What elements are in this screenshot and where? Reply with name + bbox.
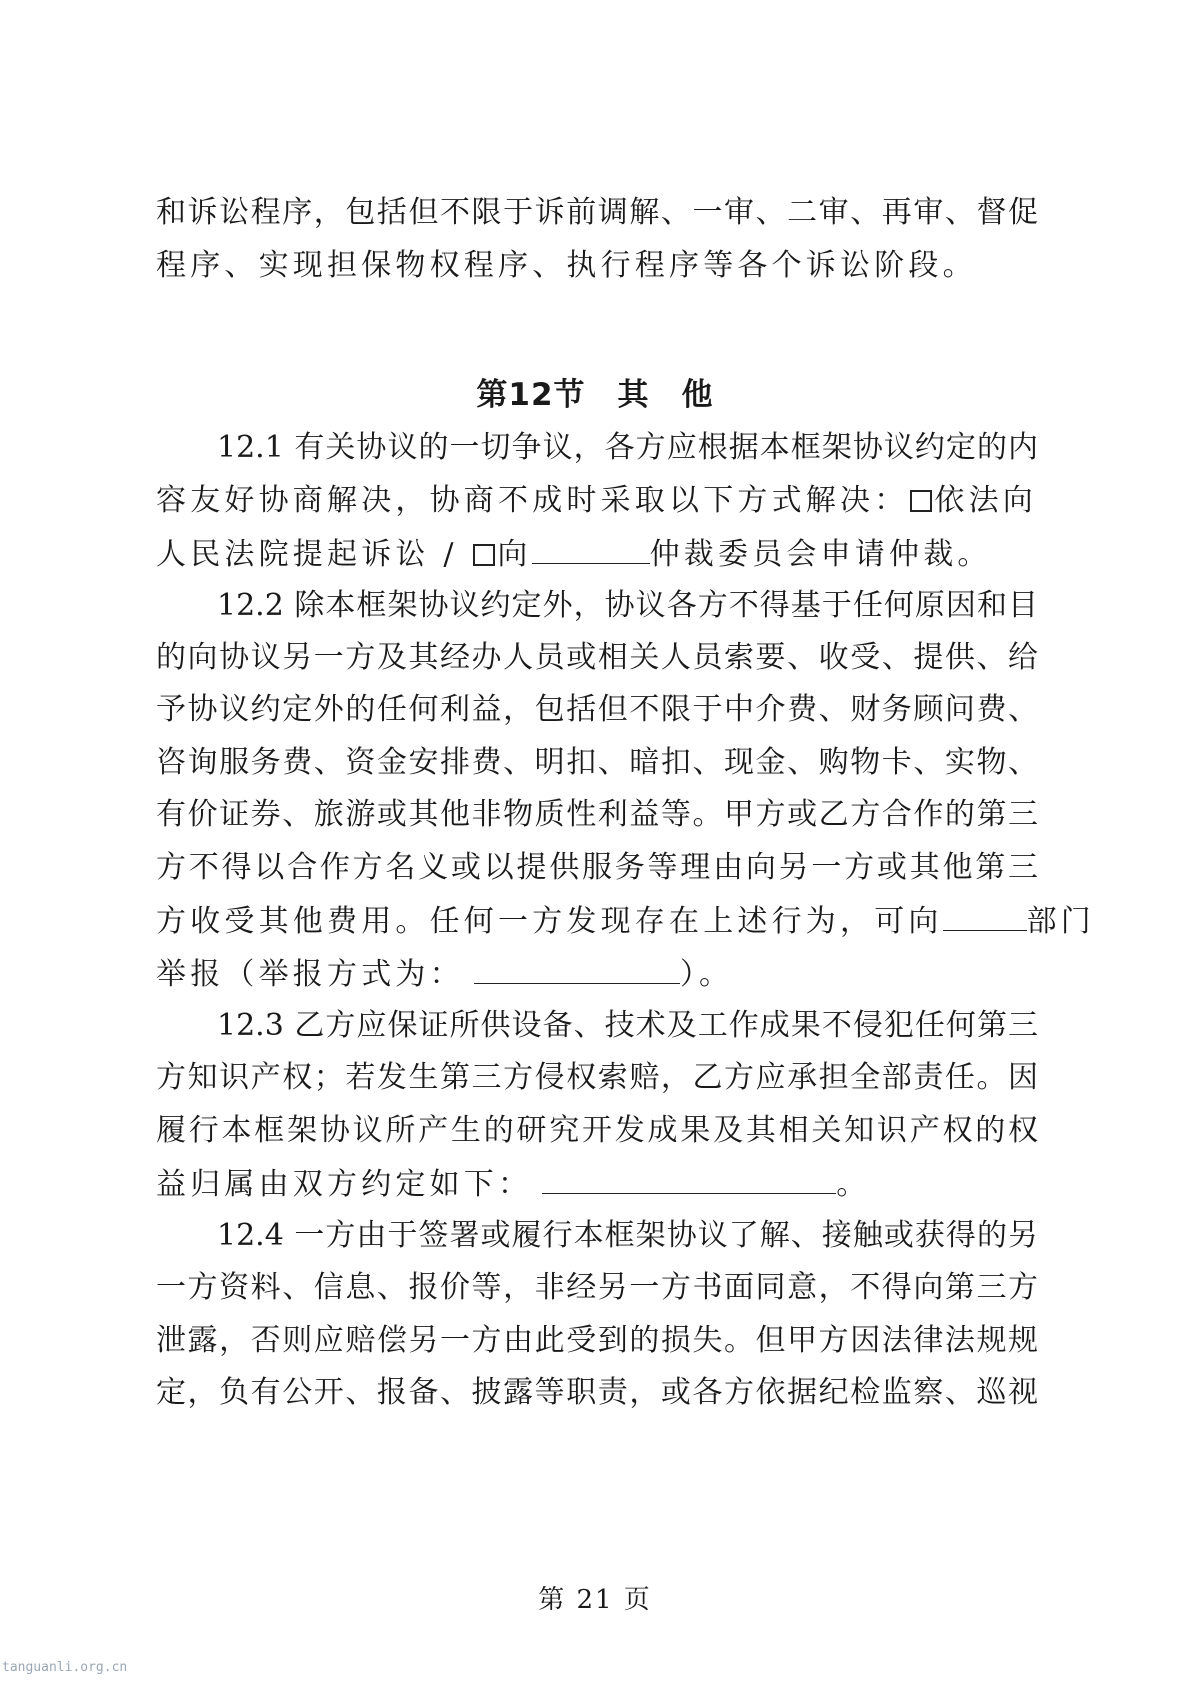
clause-text: 仲裁委员会申请仲裁。 (649, 537, 992, 572)
clause-12-4-line: 一方资料、信息、报价等，非经另一方书面同意，不得向第三方 (156, 1270, 1038, 1305)
clause-12-2-line: 方不得以合作方名义或以提供服务等理由向另一方或其他第三 (156, 850, 1038, 885)
clause-12-2-line (156, 953, 1038, 993)
clause-12-2-line: 的向协议另一方及其经办人员或相关人员索要、收受、提供、给 (156, 640, 1038, 675)
clause-12-3-line (156, 1163, 1038, 1203)
clause-12-3-line: 12.3 乙方应保证所供设备、技术及工作成果不侵犯任何第三 (217, 1008, 1038, 1043)
clause-12-2-line: 咨询服务费、资金安排费、明扣、暗扣、现金、购物卡、实物、 (156, 745, 1038, 780)
clause-text: 人民法院提起诉讼 (156, 537, 430, 572)
clause-12-2-line (156, 900, 1096, 940)
clause-12-4-line: 12.4 一方由于签署或履行本框架协议了解、接触或获得的另 (217, 1218, 1038, 1253)
clause-text: 向 (497, 537, 532, 572)
body-line: 程序、实现担保物权程序、执行程序等各个诉讼阶段。 (156, 248, 977, 283)
body-line: 和诉讼程序，包括但不限于诉前调解、一审、二审、再审、督促 (156, 195, 1038, 230)
checkbox-litigation[interactable] (910, 490, 932, 512)
clause-12-1-line: 12.1 有关协议的一切争议，各方应根据本框架协议约定的内 (217, 430, 1038, 465)
watermark: tanguanli.org.cn (2, 1660, 128, 1675)
clause-12-3-line: 方知识产权；若发生第三方侵权索赔，乙方应承担全部责任。因 (156, 1060, 1038, 1095)
clause-12-4-line: 定，负有公开、报备、披露等职责，或各方依据纪检监察、巡视 (156, 1375, 1038, 1410)
clause-text: ）。 (679, 957, 734, 992)
arbitration-commission-blank[interactable] (532, 533, 650, 564)
separator: / (429, 537, 472, 572)
clause-12-2-line: 12.2 除本框架协议约定外，协议各方不得基于任何原因和目 (217, 588, 1038, 623)
clause-text: 。 (836, 1167, 871, 1202)
clause-12-1-line (156, 481, 1038, 521)
clause-12-3-line: 履行本框架协议所产生的研究开发成果及其相关知识产权的权 (156, 1113, 1038, 1148)
clause-12-2-line: 予协议约定外的任何利益，包括但不限于中介费、财务顾问费、 (156, 692, 1038, 727)
clause-12-1-line (156, 533, 1038, 573)
department-blank[interactable] (943, 900, 1027, 931)
clause-text: 依法向 (934, 483, 1038, 518)
clause-text: 举报（举报方式为： (156, 957, 464, 992)
checkbox-arbitration[interactable] (473, 544, 495, 566)
clause-text: 方收受其他费用。任何一方发现存在上述行为，可向 (156, 904, 943, 939)
clause-12-4-line: 泄露，否则应赔偿另一方由此受到的损失。但甲方因法律法规规 (156, 1323, 1038, 1358)
ip-ownership-blank[interactable] (542, 1163, 836, 1194)
clause-text: 部门 (1026, 904, 1096, 939)
clause-text: 容友好协商解决，协商不成时采取以下方式解决： (156, 483, 909, 518)
page-number: 第 21 页 (538, 1585, 652, 1615)
clause-text: 益归属由双方约定如下： (156, 1167, 533, 1202)
clause-12-2-line: 有价证券、旅游或其他非物质性利益等。甲方或乙方合作的第三 (156, 797, 1038, 832)
report-method-blank[interactable] (474, 953, 680, 984)
section-heading: 第12节 其 他 (476, 377, 714, 413)
